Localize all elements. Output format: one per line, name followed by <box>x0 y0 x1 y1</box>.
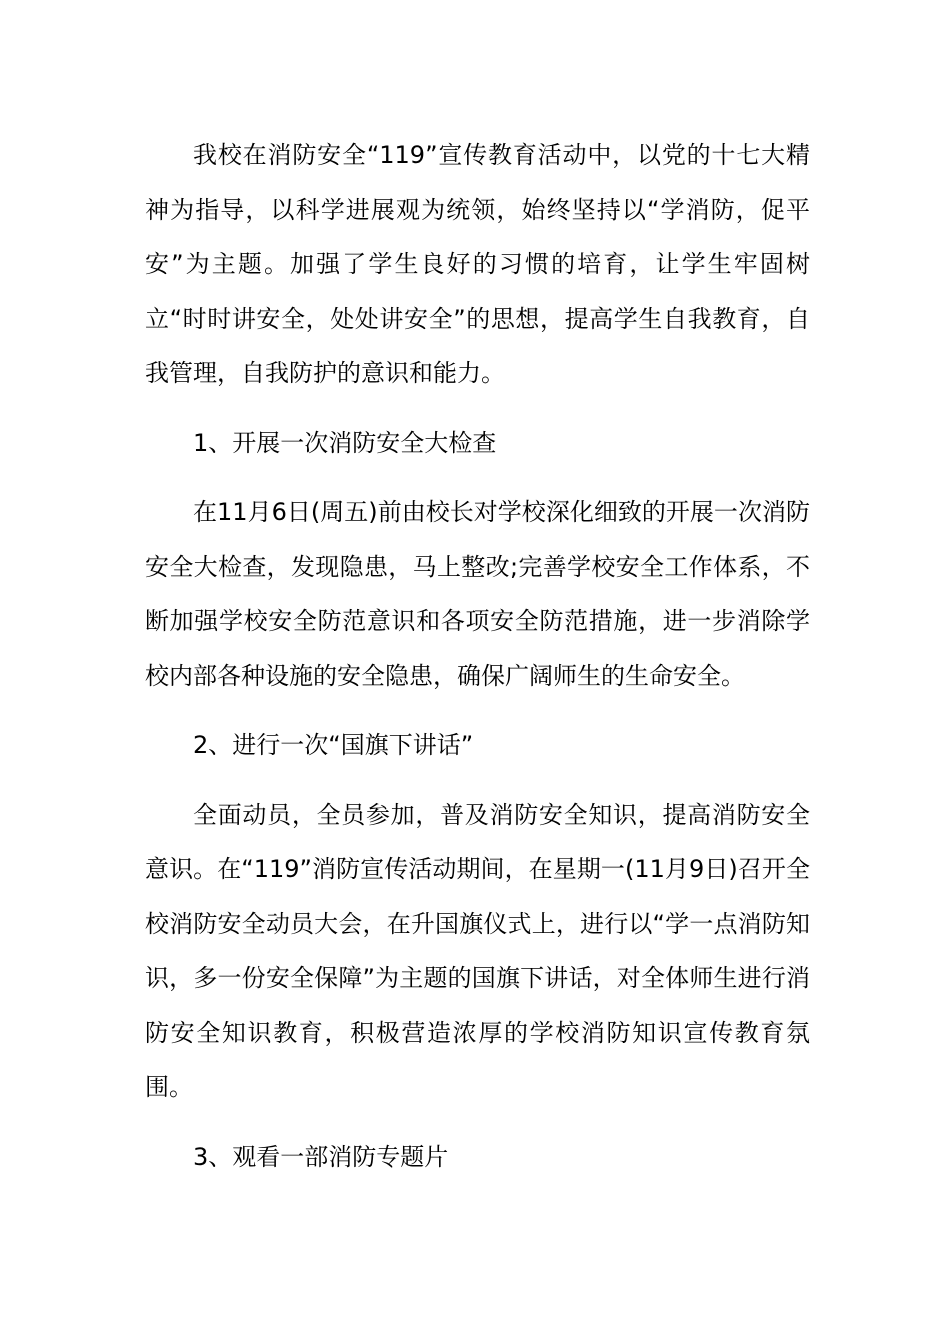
section-heading-2: 2、进行一次“国旗下讲话” <box>193 731 474 759</box>
section-paragraph-2: 全面动员，全员参加，普及消防安全知识，提高消防安全意识。在“119”消防宣传活动期间，在星期一(11月9日)召开全校消防安全动员大会，在升国旗仪式上，进行以“学一点消防知识，多一份安全保障”为主题的国旗下讲话，对全体师生进行消防安全知识教育，积极营造浓厚的学校消防知识宣传教育氛围。 <box>145 800 810 1101</box>
document-body <box>145 128 810 1199</box>
section-heading-1: 1、开展一次消防安全大检查 <box>193 428 497 457</box>
intro-paragraph: 我校在消防安全“119”宣传教育活动中，以党的十七大精神为指导，以科学进展观为统领，始终坚持以“学消防，促平安”为主题。加强了学生良好的习惯的培育，让学生牢固树立“时时讲安全，处处讲安全”的思想，提高学生自我教育，自我管理，自我防护的意识和能力。 <box>145 141 810 387</box>
section-paragraph-1: 在11月6日(周五)前由校长对学校深化细致的开展一次消防安全大检查，发现隐患，马上整改;完善学校安全工作体系，不断加强学校安全防范意识和各项安全防范措施，进一步消除学校内部各种设施的安全隐患，确保广阔师生的生命安全。 <box>145 498 810 690</box>
section-heading-3: 3、观看一部消防专题片 <box>193 1142 449 1171</box>
